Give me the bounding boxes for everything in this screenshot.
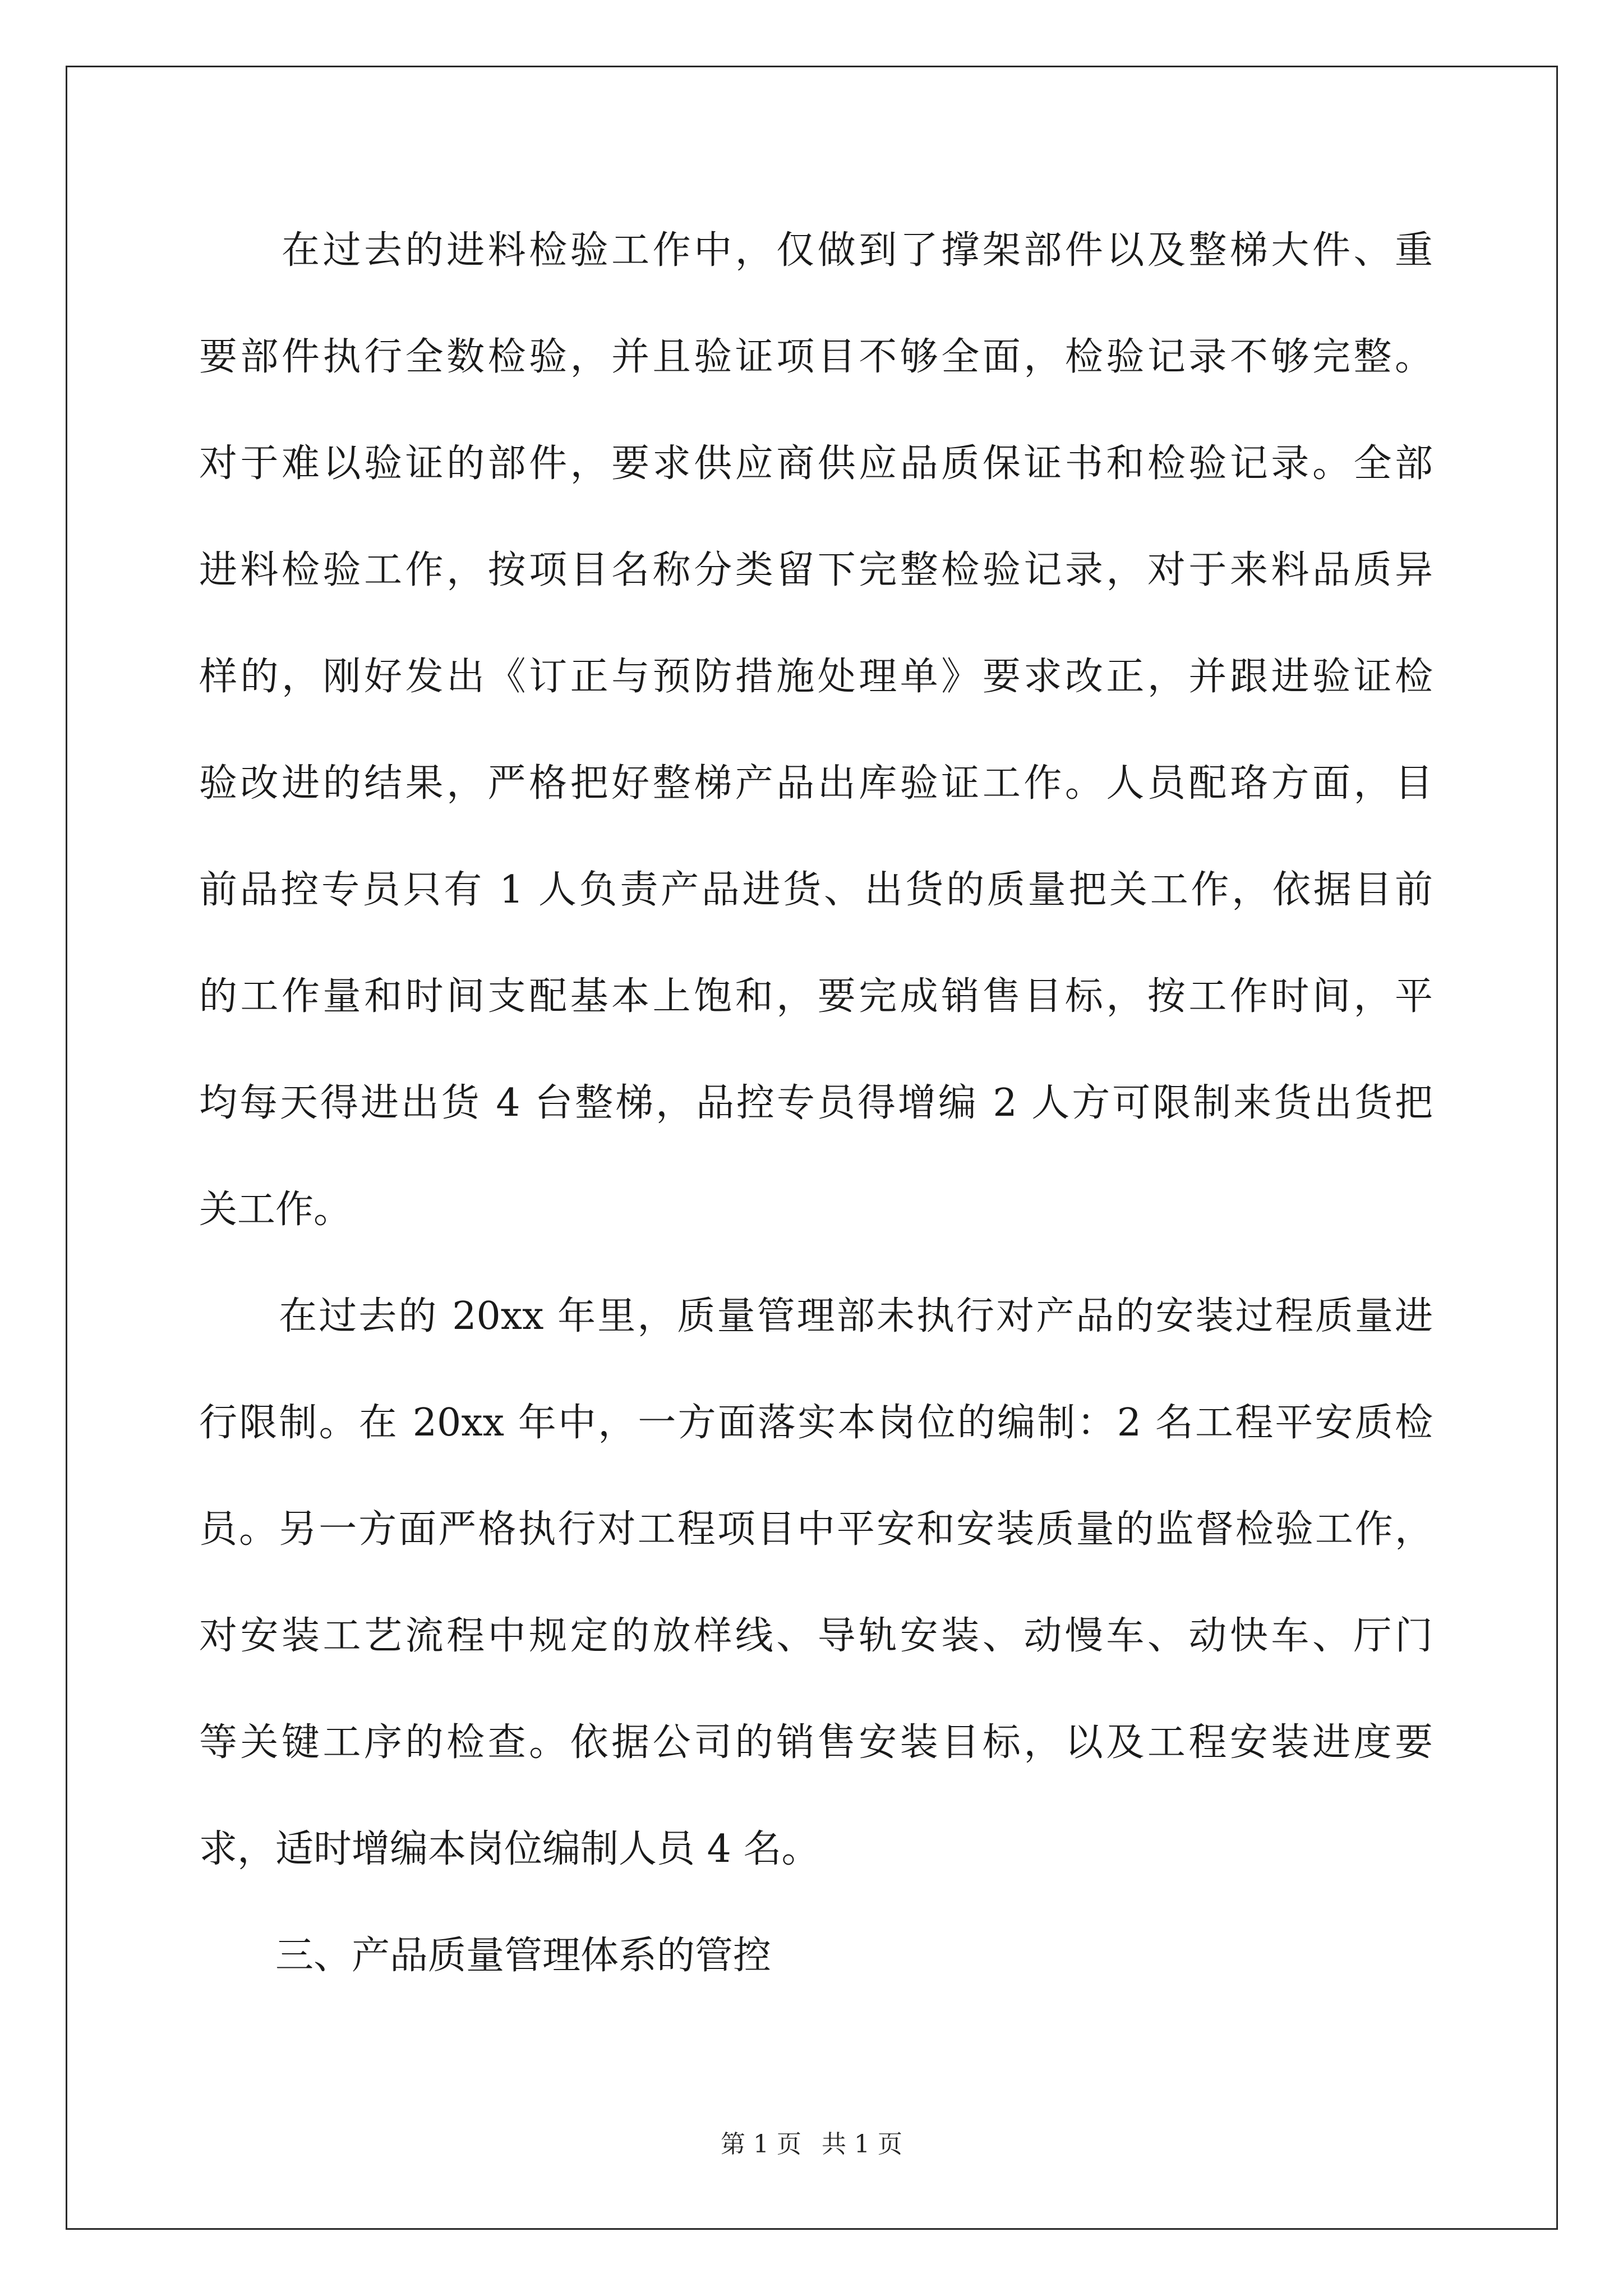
text-line: 员。另一方面严格执行对工程项目中平安和安装质量的监督检验工作，: [199, 1507, 1433, 1552]
text-line: 样的，刚好发出《订正与预防措施处理单》要求改正，并跟进验证检: [199, 655, 1433, 699]
paragraph: [199, 209, 1433, 1274]
text-line: 行限制。在 20xx 年中，一方面落实本岗位的编制：2 名工程平安质检: [199, 1401, 1433, 1445]
paragraph: [199, 1274, 1433, 1914]
text-line: 在过去的 20xx 年里，质量管理部未执行对产品的安装过程质量进: [199, 1294, 1433, 1338]
text-line: 前品控专员只有 1 人负责产品进货、出货的质量把关工作，依据目前: [199, 868, 1433, 912]
page-footer: [0, 2124, 1623, 2160]
text-line: 进料检验工作，按项目名称分类留下完整检验记录，对于来料品质异: [199, 548, 1433, 592]
text-line: 关工作。: [199, 1188, 352, 1232]
text-line: 求，适时增编本岗位编制人员 4 名。: [199, 1827, 820, 1871]
page-total: 共 1 页: [822, 2130, 902, 2159]
text-line: 三、产品质量管理体系的管控: [199, 1934, 772, 1978]
text-line: 验改进的结果，严格把好整梯产品出库验证工作。人员配珞方面，目: [199, 761, 1433, 806]
text-line: 对安装工艺流程中规定的放样线、导轨安装、动慢车、动快车、厅门: [199, 1614, 1433, 1658]
text-line: 等关键工序的检查。依据公司的销售安装目标，以及工程安装进度要: [199, 1720, 1433, 1765]
section-heading: [199, 1914, 1433, 2021]
page-number: 第 1 页: [721, 2130, 801, 2159]
text-line: 要部件执行全数检验，并且验证项目不够全面，检验记录不够完整。: [199, 335, 1433, 379]
text-line: 均每天得进出货 4 台整梯，品控专员得增编 2 人方可限制来货出货把: [199, 1081, 1433, 1125]
text-line: 对于难以验证的部件，要求供应商供应品质保证书和检验记录。全部: [199, 441, 1433, 486]
document-body: [199, 209, 1433, 2021]
text-line: 的工作量和时间支配基本上饱和，要完成销售目标，按工作时间，平: [199, 974, 1433, 1019]
text-line: 在过去的进料检验工作中，仅做到了撑架部件以及整梯大件、重: [199, 228, 1433, 273]
